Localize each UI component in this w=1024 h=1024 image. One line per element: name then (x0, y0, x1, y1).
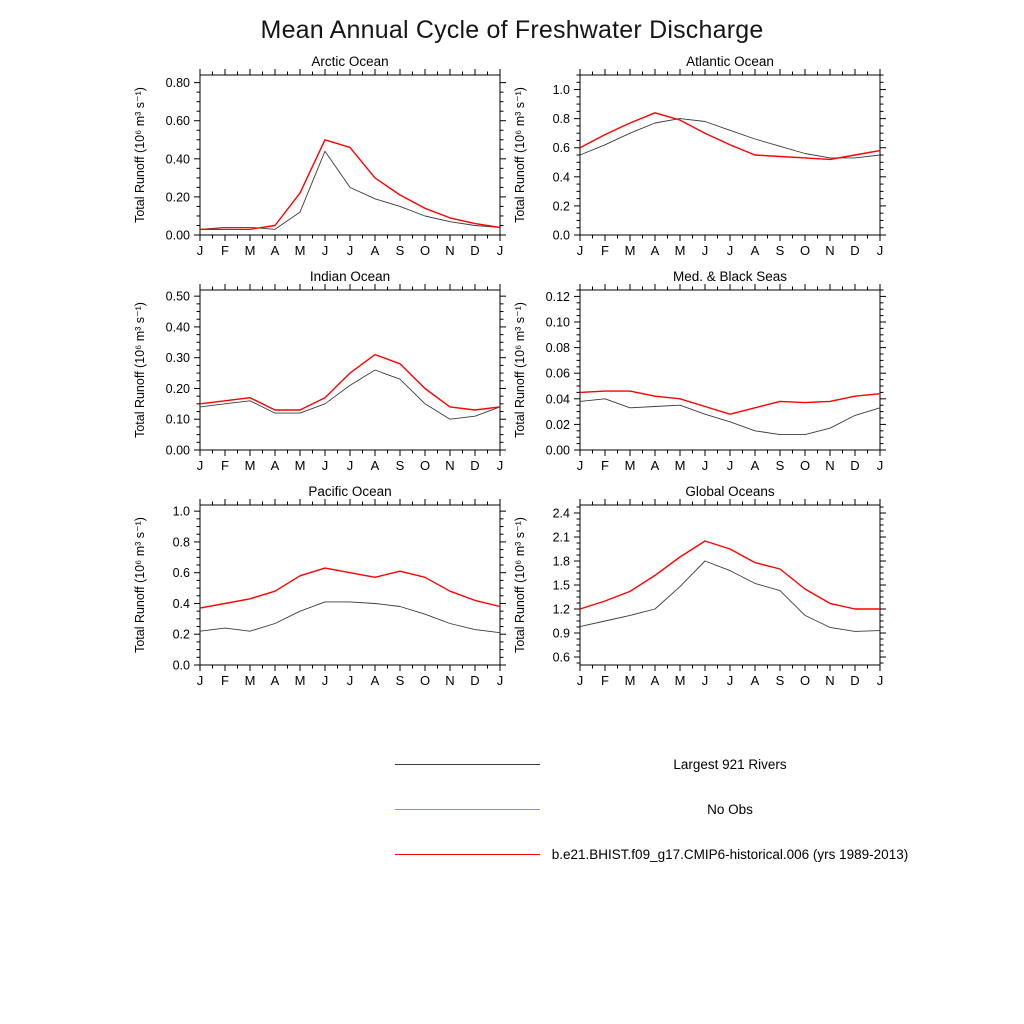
y-tick-label: 1.2 (552, 602, 570, 617)
x-tick-label: M (244, 458, 256, 473)
x-tick-label: J (576, 243, 584, 258)
y-tick-label: 0.2 (552, 199, 570, 214)
y-tick-label: 0.08 (545, 341, 570, 356)
x-tick-label: F (601, 243, 609, 258)
x-tick-label: J (346, 243, 354, 258)
subplot-title: Atlantic Ocean (686, 54, 774, 69)
y-tick-label: 0.00 (165, 228, 190, 243)
legend-item (395, 742, 920, 787)
y-tick-label: 0.06 (545, 366, 570, 381)
plot-frame (580, 75, 880, 235)
series-line-0 (580, 119, 880, 158)
arctic-ocean-chart (100, 55, 520, 263)
subplot-indian-ocean (100, 270, 520, 478)
subplot-title: Arctic Ocean (311, 54, 389, 69)
x-tick-label: S (395, 673, 405, 688)
x-tick-label: F (221, 243, 229, 258)
y-axis-label: Total Runoff (10⁶ m³ s⁻¹) (513, 87, 527, 223)
y-tick-label: 0.6 (552, 650, 570, 665)
y-tick-label: 0.04 (545, 392, 570, 407)
legend-line-sample (395, 809, 540, 810)
x-tick-label: J (701, 458, 709, 473)
med-black-seas-chart (480, 270, 900, 478)
x-tick-label: F (601, 673, 609, 688)
x-tick-label: O (419, 243, 431, 258)
x-tick-label: J (876, 243, 884, 258)
x-tick-label: M (244, 673, 256, 688)
x-tick-label: M (624, 458, 636, 473)
plot-frame (200, 75, 500, 235)
y-tick-label: 1.5 (552, 578, 570, 593)
x-tick-label: M (624, 243, 636, 258)
y-axis-label: Total Runoff (10⁶ m³ s⁻¹) (133, 302, 147, 438)
y-tick-label: 0.0 (172, 658, 190, 673)
legend-line-sample (395, 854, 540, 856)
x-tick-label: J (701, 243, 709, 258)
series-line-1 (580, 391, 880, 414)
x-tick-label: A (650, 673, 660, 688)
x-tick-label: D (470, 458, 480, 473)
x-tick-label: S (395, 243, 405, 258)
series-line-1 (580, 113, 880, 160)
legend-label: Largest 921 Rivers (673, 757, 787, 772)
y-tick-label: 0.30 (165, 351, 190, 366)
legend-item (395, 787, 920, 832)
x-tick-label: D (850, 458, 860, 473)
y-tick-label: 0.20 (165, 190, 190, 205)
legend (395, 742, 920, 877)
x-tick-label: N (445, 673, 455, 688)
y-tick-label: 0.50 (165, 289, 190, 304)
y-tick-label: 0.80 (165, 76, 190, 91)
x-tick-label: J (726, 458, 734, 473)
plot-frame (580, 505, 880, 665)
y-tick-label: 1.0 (552, 83, 570, 98)
y-tick-label: 2.1 (552, 530, 570, 545)
y-axis-label: Total Runoff (10⁶ m³ s⁻¹) (133, 87, 147, 223)
x-tick-label: O (419, 673, 431, 688)
y-tick-label: 0.40 (165, 320, 190, 335)
x-tick-label: A (370, 673, 380, 688)
x-tick-label: A (270, 458, 280, 473)
subplot-title: Global Oceans (685, 484, 775, 499)
global-oceans-chart (480, 485, 900, 693)
plot-frame (200, 290, 500, 450)
y-tick-label: 0.12 (545, 289, 570, 304)
series-line-1 (580, 541, 880, 609)
x-tick-label: J (346, 673, 354, 688)
x-tick-label: S (775, 458, 785, 473)
x-tick-label: D (850, 243, 860, 258)
x-tick-label: J (496, 243, 504, 258)
y-tick-label: 0.9 (552, 626, 570, 641)
x-tick-label: A (750, 673, 760, 688)
subplot-title: Pacific Ocean (308, 484, 392, 499)
x-tick-label: M (624, 673, 636, 688)
x-tick-label: A (270, 673, 280, 688)
x-tick-label: O (799, 673, 811, 688)
x-tick-label: A (650, 243, 660, 258)
y-tick-label: 0.20 (165, 381, 190, 396)
x-tick-label: J (726, 673, 734, 688)
y-tick-label: 0.4 (172, 596, 190, 611)
y-tick-label: 1.0 (172, 504, 190, 519)
series-line-0 (200, 370, 500, 419)
subplot-global-oceans (480, 485, 900, 693)
indian-ocean-chart (100, 270, 520, 478)
y-tick-label: 0.40 (165, 152, 190, 167)
x-tick-label: N (825, 243, 835, 258)
subplot-atlantic-ocean (480, 55, 900, 263)
x-tick-label: A (370, 458, 380, 473)
y-tick-label: 0.4 (552, 170, 570, 185)
y-axis-label: Total Runoff (10⁶ m³ s⁻¹) (133, 517, 147, 653)
y-axis-label: Total Runoff (10⁶ m³ s⁻¹) (513, 517, 527, 653)
atlantic-ocean-chart (480, 55, 900, 263)
x-tick-label: J (346, 458, 354, 473)
x-tick-label: F (221, 673, 229, 688)
subplot-title: Indian Ocean (309, 269, 391, 284)
x-tick-label: M (674, 243, 686, 258)
x-tick-label: D (850, 673, 860, 688)
x-tick-label: J (321, 243, 329, 258)
y-tick-label: 0.00 (165, 443, 190, 458)
x-tick-label: J (321, 458, 329, 473)
y-tick-label: 0.02 (545, 417, 570, 432)
x-tick-label: A (370, 243, 380, 258)
x-tick-label: M (244, 243, 256, 258)
x-tick-label: D (470, 673, 480, 688)
subplot-pacific-ocean (100, 485, 520, 693)
pacific-ocean-chart (100, 485, 520, 693)
x-tick-label: J (196, 458, 204, 473)
x-tick-label: A (650, 458, 660, 473)
x-tick-label: N (825, 458, 835, 473)
x-tick-label: M (294, 243, 306, 258)
y-tick-label: 2.4 (552, 506, 570, 521)
y-tick-label: 0.6 (552, 141, 570, 156)
plot-frame (200, 505, 500, 665)
subplot-med-black-seas (480, 270, 900, 478)
figure-title: Mean Annual Cycle of Freshwater Discharge (260, 16, 764, 44)
x-tick-label: M (674, 673, 686, 688)
subplot-title: Med. & Black Seas (672, 269, 788, 284)
x-tick-label: S (775, 673, 785, 688)
y-tick-label: 0.00 (545, 443, 570, 458)
x-tick-label: F (601, 458, 609, 473)
series-line-0 (580, 399, 880, 435)
x-tick-label: A (270, 243, 280, 258)
x-tick-label: A (750, 458, 760, 473)
x-tick-label: J (876, 673, 884, 688)
x-tick-label: O (419, 458, 431, 473)
y-tick-label: 0.60 (165, 114, 190, 129)
x-tick-label: S (395, 458, 405, 473)
x-tick-label: J (726, 243, 734, 258)
y-tick-label: 0.2 (172, 627, 190, 642)
x-tick-label: J (496, 673, 504, 688)
subplot-arctic-ocean (100, 55, 520, 263)
x-tick-label: A (750, 243, 760, 258)
legend-item (395, 832, 920, 877)
x-tick-label: J (496, 458, 504, 473)
x-tick-label: N (445, 243, 455, 258)
y-tick-label: 0.6 (172, 566, 190, 581)
x-tick-label: O (799, 243, 811, 258)
x-tick-label: J (576, 673, 584, 688)
y-tick-label: 0.8 (172, 535, 190, 550)
series-line-0 (200, 602, 500, 633)
x-tick-label: M (294, 458, 306, 473)
series-line-1 (200, 140, 500, 230)
y-tick-label: 0.10 (165, 412, 190, 427)
x-tick-label: M (674, 458, 686, 473)
y-tick-label: 0.0 (552, 228, 570, 243)
x-tick-label: N (825, 673, 835, 688)
x-tick-label: S (775, 243, 785, 258)
x-tick-label: J (196, 243, 204, 258)
x-tick-label: J (321, 673, 329, 688)
x-tick-label: J (701, 673, 709, 688)
series-line-0 (200, 151, 500, 229)
x-tick-label: N (445, 458, 455, 473)
x-tick-label: M (294, 673, 306, 688)
x-tick-label: J (876, 458, 884, 473)
series-line-0 (580, 561, 880, 631)
x-tick-label: D (470, 243, 480, 258)
legend-line-sample (395, 764, 540, 765)
y-tick-label: 1.8 (552, 554, 570, 569)
y-tick-label: 0.8 (552, 112, 570, 127)
legend-label: b.e21.BHIST.f09_g17.CMIP6-historical.006 (yrs 1989-2013) (551, 847, 909, 862)
x-tick-label: F (221, 458, 229, 473)
x-tick-label: O (799, 458, 811, 473)
y-axis-label: Total Runoff (10⁶ m³ s⁻¹) (513, 302, 527, 438)
x-tick-label: J (196, 673, 204, 688)
y-tick-label: 0.10 (545, 315, 570, 330)
x-tick-label: J (576, 458, 584, 473)
legend-label: No Obs (707, 802, 753, 817)
